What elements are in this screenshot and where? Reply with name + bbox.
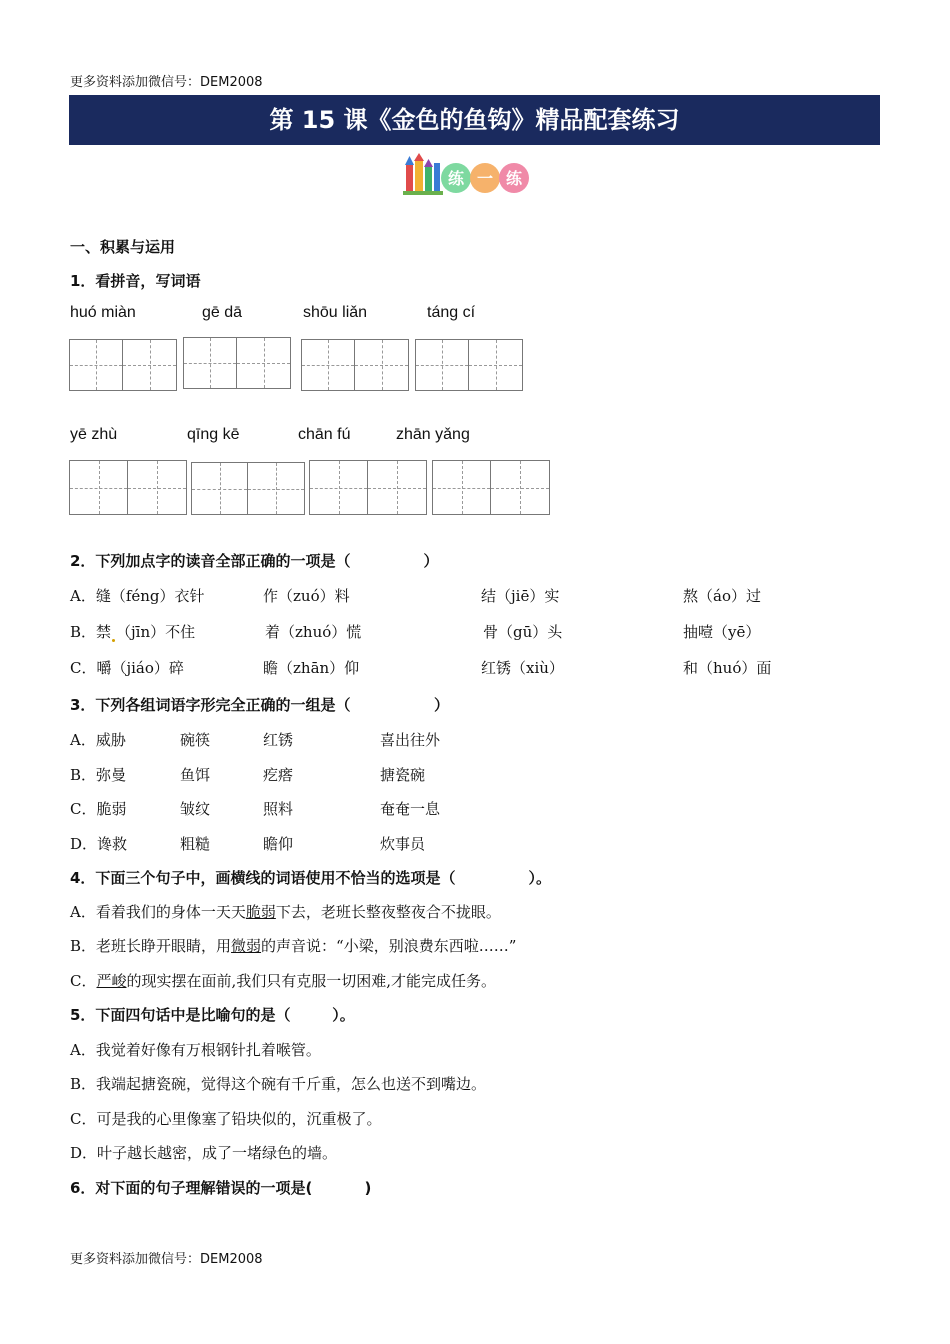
writing-grid[interactable]	[415, 339, 523, 391]
q3-a2: 碗筷	[180, 731, 211, 749]
writing-grid[interactable]	[301, 339, 409, 391]
q3-a1: A．威胁	[70, 731, 126, 749]
question-5-stem: 5．下面四句话中是比喻句的是（ ）。	[70, 1006, 355, 1024]
question-4-stem: 4．下面三个句子中，画横线的词语使用不恰当的选项是（ ）。	[70, 869, 552, 887]
writing-grid[interactable]	[69, 339, 177, 391]
option-a2: 作（zuó）料	[263, 587, 350, 605]
option-c1: C．嚼（jiáo）碎	[70, 659, 184, 677]
q5-option-b: B．我端起搪瓷碗，觉得这个碗有千斤重，怎么也送不到嘴边。	[70, 1075, 487, 1093]
emphasis-dot	[112, 639, 115, 642]
q3-d1: D．谗救	[70, 835, 128, 853]
q3-c1: C．脆弱	[70, 800, 127, 818]
logo-char-3: 练	[505, 169, 523, 188]
q4-option-c: C．严峻的现实摆在面前,我们只有克服一切困难,才能完成任务。	[70, 972, 497, 990]
pinyin-5: yē zhù	[70, 426, 118, 443]
q5-option-c: C．可是我的心里像塞了铅块似的，沉重极了。	[70, 1110, 382, 1128]
q4-option-b: B．老班长睁开眼睛，用微弱的声音说：“小梁，别浪费东西啦……”	[70, 937, 517, 955]
pinyin-4: táng cí	[427, 304, 476, 321]
logo-char-2: 一	[476, 169, 494, 188]
practice-logo	[400, 153, 535, 198]
option-b2: 着（zhuó）慌	[265, 623, 362, 641]
q3-b3: 疙瘩	[263, 766, 294, 784]
header-note: 更多资料添加微信号：DEM2008	[70, 75, 263, 90]
logo-char-1: 练	[447, 169, 465, 188]
pinyin-7: chān fú	[298, 426, 351, 443]
q5-option-a: A．我觉着好像有万根钢针扎着喉管。	[70, 1041, 321, 1059]
question-6-stem: 6．对下面的句子理解错误的一项是( )	[70, 1179, 372, 1197]
q3-b2: 鱼饵	[180, 766, 211, 784]
q3-c2: 皱纹	[180, 800, 211, 818]
pinyin-8: zhān yǎng	[396, 426, 470, 443]
q3-c4: 奄奄一息	[380, 800, 441, 818]
question-1-stem: 1．看拼音，写词语	[70, 272, 201, 290]
q3-a3: 红锈	[263, 731, 294, 749]
option-a4: 熬（áo）过	[683, 587, 761, 605]
option-c3: 红锈（xiù）	[481, 659, 564, 677]
pinyin-3: shōu liǎn	[303, 304, 368, 321]
option-a1: A．缝（féng）衣针	[70, 587, 205, 605]
pinyin-1: huó miàn	[70, 304, 136, 321]
question-2-stem: 2．下列加点字的读音全部正确的一项是（ ）	[70, 552, 439, 570]
page-title: 第 15 课《金色的鱼钩》精品配套练习	[69, 95, 880, 145]
writing-grid[interactable]	[183, 337, 291, 389]
option-b3: 骨（gū）头	[483, 623, 563, 641]
writing-grid[interactable]	[309, 460, 427, 515]
writing-grid[interactable]	[432, 460, 550, 515]
q3-d2: 粗糙	[180, 835, 211, 853]
q3-d4: 炊事员	[380, 835, 426, 853]
q3-b1: B．弥曼	[70, 766, 127, 784]
writing-grid[interactable]	[191, 462, 305, 515]
section-heading: 一、积累与运用	[70, 238, 176, 256]
option-c2: 瞻（zhān）仰	[263, 659, 360, 677]
q3-b4: 搪瓷碗	[380, 766, 426, 784]
q5-option-d: D．叶子越长越密，成了一堵绿色的墙。	[70, 1144, 338, 1162]
q3-c3: 照料	[263, 800, 294, 818]
q3-a4: 喜出往外	[380, 731, 441, 749]
option-b1: B．禁 （jīn）不住	[70, 623, 196, 641]
option-c4: 和（huó）面	[683, 659, 772, 677]
footer-note: 更多资料添加微信号：DEM2008	[70, 1252, 263, 1267]
pinyin-2: gē dā	[202, 304, 243, 321]
q4-option-a: A．看着我们的身体一天天脆弱下去，老班长整夜整夜合不拢眼。	[70, 903, 501, 921]
option-b4: 抽噎（yē）	[683, 623, 761, 641]
option-a3: 结（jiē）实	[481, 587, 560, 605]
pinyin-6: qīng kē	[187, 426, 240, 443]
writing-grid[interactable]	[69, 460, 187, 515]
question-3-stem: 3．下列各组词语字形完全正确的一组是（ ）	[70, 696, 449, 714]
q3-d3: 瞻仰	[263, 835, 294, 853]
